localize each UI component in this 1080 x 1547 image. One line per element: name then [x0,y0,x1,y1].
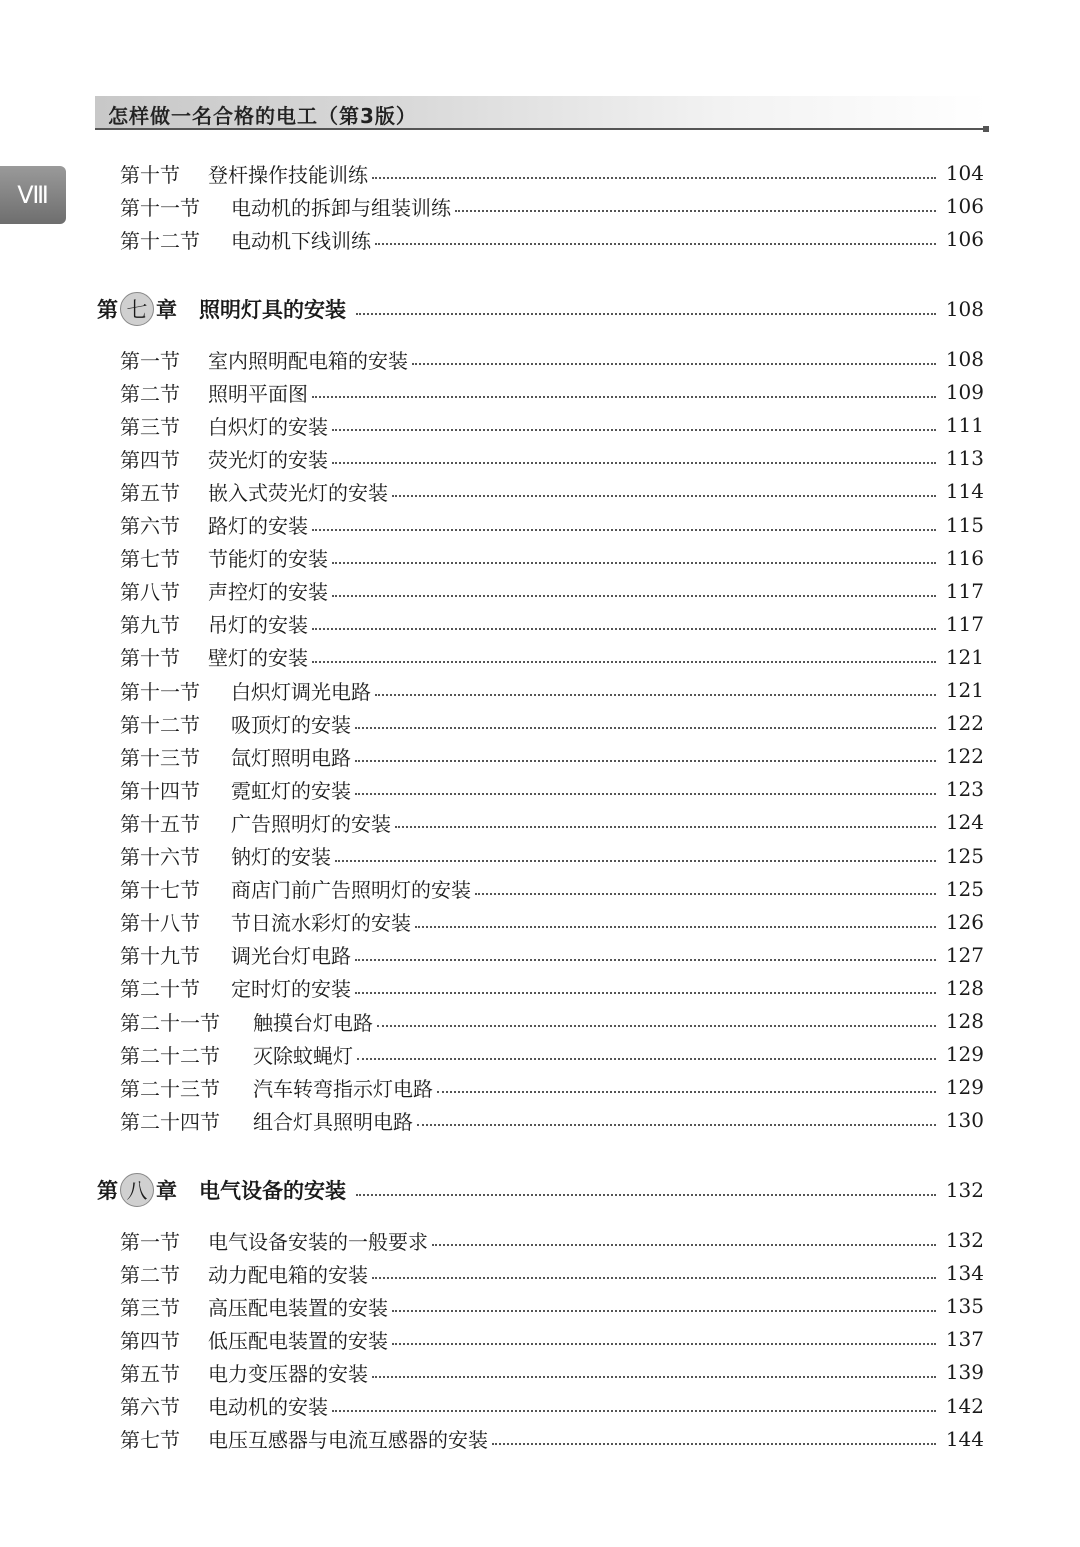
section-label: 第九节 [120,613,180,638]
section-label: 第四节 [120,447,180,472]
section-label: 第二十一节 [120,1010,220,1035]
toc-entry[interactable] [120,973,984,1003]
page-number: 128 [945,1009,984,1033]
section-label: 第十七节 [120,878,200,903]
toc-entry[interactable] [120,1424,984,1454]
toc-entry[interactable] [120,807,984,837]
section-label: 第二节 [120,1262,180,1287]
toc-entry[interactable] [120,642,984,672]
page-number: 126 [945,909,984,934]
page-number: 114 [945,479,984,504]
section-label: 第十六节 [120,845,200,869]
toc-entry[interactable] [120,443,984,473]
section-label: 第二十四节 [120,1109,220,1134]
toc-entry[interactable] [120,1291,984,1321]
dot-leader [355,992,936,994]
page-number: 125 [945,876,984,901]
page-number: 125 [945,843,984,868]
dot-leader [332,462,936,464]
page-number: 135 [945,1294,984,1319]
toc-entry[interactable] [120,1006,984,1036]
section-title: 节日流水彩灯的安装 [231,911,411,936]
section-label: 第六节 [120,514,180,538]
section-label: 第十三节 [120,745,200,770]
section-label: 第一节 [120,1229,180,1254]
chapter-heading[interactable] [97,291,984,327]
section-title: 电动机的拆卸与组装训练 [231,195,451,220]
section-label: 第六节 [120,1395,180,1419]
dot-leader [355,959,936,961]
section-label: 第五节 [120,480,180,505]
dot-leader [356,1194,936,1196]
section-title: 荧光灯的安装 [208,447,328,472]
dot-leader [392,1343,936,1345]
toc-entry[interactable] [120,1258,984,1288]
chapter-suffix: 章 [156,298,177,322]
toc-entry[interactable] [120,191,984,221]
section-title: 白炽灯调光电路 [231,679,371,704]
section-title: 动力配电箱的安装 [208,1262,368,1287]
toc-entry[interactable] [120,377,984,407]
section-label: 第三节 [120,1295,180,1320]
chapter-heading[interactable] [97,1172,984,1208]
page-number: 111 [945,413,984,438]
section-title: 组合灯具照明电路 [253,1109,413,1134]
page-number: 109 [945,380,984,405]
section-label: 第七节 [120,1428,180,1453]
toc-entry[interactable] [120,344,984,374]
section-label: 第十节 [120,646,180,671]
toc-entry[interactable] [120,1105,984,1135]
dot-leader [415,926,936,928]
page-number: 132 [945,1228,984,1252]
dot-leader [375,694,936,696]
page-number: 129 [945,1042,984,1067]
page-number: 137 [945,1327,984,1352]
page-number: 142 [945,1393,984,1418]
section-label: 第二十节 [120,977,200,1002]
page-number: 124 [945,810,984,835]
section-title: 声控灯的安装 [208,580,328,605]
page-number: 130 [945,1108,984,1133]
section-title: 白炽灯的安装 [208,414,328,439]
chapter-suffix: 章 [156,1179,177,1203]
toc-entry[interactable] [120,510,984,540]
page-number: 108 [945,297,984,321]
dot-leader [312,396,936,398]
dot-leader [355,793,936,795]
page-number: 139 [945,1360,984,1385]
dot-leader [437,1091,936,1093]
toc-entry[interactable] [120,841,984,871]
page-number: 122 [945,744,984,769]
dot-leader [392,1310,936,1312]
dot-leader [312,628,936,630]
running-header-title: 怎样做一名合格的电工（第3版） [108,104,417,128]
section-label: 第十二节 [120,712,200,737]
section-title: 登杆操作技能训练 [208,162,368,187]
section-title: 氙灯照明电路 [231,745,351,770]
section-title: 室内照明配电箱的安装 [208,348,408,373]
section-title: 商店门前广告照明灯的安装 [231,878,471,903]
page-number: 117 [945,611,984,636]
page-number: 123 [945,777,984,802]
toc-entry[interactable] [120,874,984,904]
dot-leader [492,1443,936,1445]
section-title: 吊灯的安装 [208,613,308,638]
toc-entry[interactable] [120,158,984,188]
chapter-title: 照明灯具的安装 [199,298,346,322]
dot-leader [356,313,936,315]
chapter-title: 电气设备的安装 [199,1179,346,1203]
section-title: 汽车转弯指示灯电路 [253,1076,433,1101]
section-title: 低压配电装置的安装 [208,1328,388,1353]
page-number: 115 [945,512,984,537]
page-number: 106 [945,227,984,251]
section-label: 第十四节 [120,778,200,803]
section-title: 触摸台灯电路 [253,1010,373,1035]
toc-entry[interactable] [120,410,984,440]
dot-leader [357,1058,936,1060]
dot-leader [312,529,936,531]
page-number: 108 [945,347,984,371]
chapter-prefix: 第 [97,298,118,322]
toc-entry[interactable] [120,1039,984,1069]
section-label: 第二十二节 [120,1043,220,1068]
page-number: 113 [945,446,984,471]
section-title: 高压配电装置的安装 [208,1295,388,1320]
dot-leader [332,595,936,597]
section-title: 壁灯的安装 [208,646,308,671]
page-number: 121 [945,644,984,669]
page-number: 127 [945,942,984,967]
section-label: 第十二节 [120,228,200,253]
page-number: 117 [945,578,984,603]
dot-leader [372,1376,936,1378]
page-number: 116 [945,545,984,570]
dot-leader [412,363,936,365]
toc-entry[interactable] [120,609,984,639]
section-label: 第三节 [120,414,180,439]
section-title: 照明平面图 [208,381,308,406]
toc-entry[interactable] [120,1391,984,1421]
toc-entry[interactable] [120,1357,984,1387]
section-title: 吸顶灯的安装 [231,712,351,737]
section-title: 调光台灯电路 [231,944,351,969]
toc-entry[interactable] [120,907,984,937]
section-label: 第四节 [120,1328,180,1353]
toc-entry[interactable] [120,1072,984,1102]
dot-leader [455,210,936,212]
section-label: 第八节 [120,580,180,605]
dot-leader [355,760,936,762]
section-title: 电压互感器与电流互感器的安装 [208,1428,488,1453]
page-number: 104 [945,161,984,185]
section-label: 第十九节 [120,944,200,969]
section-title: 广告照明灯的安装 [231,811,391,836]
header-rule [95,128,985,130]
section-title: 灭除蚊蝇灯 [253,1043,353,1068]
dot-leader [332,562,936,564]
dot-leader [432,1244,936,1246]
section-label: 第十一节 [120,195,200,220]
section-title: 钠灯的安装 [231,845,331,869]
section-title: 节能灯的安装 [208,547,328,572]
toc-entry[interactable] [120,708,984,738]
dot-leader [312,661,936,663]
toc-entry[interactable] [120,1324,984,1354]
section-title: 霓虹灯的安装 [231,778,351,803]
toc-entry[interactable] [120,774,984,804]
page-number: 106 [945,194,984,218]
dot-leader [372,1277,936,1279]
toc-entry[interactable] [120,576,984,606]
chapter-number-badge: 七 [120,292,154,326]
section-title: 电动机的安装 [208,1395,328,1419]
section-label: 第十五节 [120,811,200,836]
dot-leader [375,243,936,245]
section-title: 嵌入式荧光灯的安装 [208,480,388,505]
section-title: 电力变压器的安装 [208,1361,368,1386]
dot-leader [332,1410,936,1412]
dot-leader [392,495,936,497]
page-number: 132 [945,1178,984,1202]
section-label: 第一节 [120,348,180,373]
toc-entry[interactable] [120,1225,984,1255]
section-label: 第二节 [120,381,180,406]
page-number: 129 [945,1075,984,1100]
chapter-number-badge: 八 [120,1173,154,1207]
dot-leader [355,727,936,729]
section-label: 第二十三节 [120,1076,220,1101]
dot-leader [475,893,936,895]
toc-entry[interactable] [120,741,984,771]
section-label: 第五节 [120,1361,180,1386]
toc-entry[interactable] [120,224,984,254]
chapter-prefix: 第 [97,1179,118,1203]
page-number: 121 [945,678,984,702]
dot-leader [377,1025,936,1027]
header-rule-end [983,126,989,132]
section-label: 第十节 [120,162,180,187]
toc-entry[interactable] [120,675,984,705]
toc-entry[interactable] [120,543,984,573]
dot-leader [372,177,936,179]
dot-leader [335,860,936,862]
page-number-tab: Ⅷ [0,166,66,224]
toc-entry[interactable] [120,476,984,506]
dot-leader [417,1124,936,1126]
section-title: 电气设备安装的一般要求 [208,1229,428,1254]
toc-entry[interactable] [120,940,984,970]
dot-leader [332,429,936,431]
page-number: 134 [945,1261,984,1286]
page-number: 128 [945,975,984,1000]
section-label: 第十八节 [120,911,200,936]
section-label: 第十一节 [120,679,200,704]
section-title: 电动机下线训练 [231,228,371,253]
section-label: 第七节 [120,547,180,572]
section-title: 定时灯的安装 [231,977,351,1002]
page-number: 122 [945,711,984,736]
page-number: 144 [945,1426,984,1451]
section-title: 路灯的安装 [208,514,308,538]
dot-leader [395,826,936,828]
